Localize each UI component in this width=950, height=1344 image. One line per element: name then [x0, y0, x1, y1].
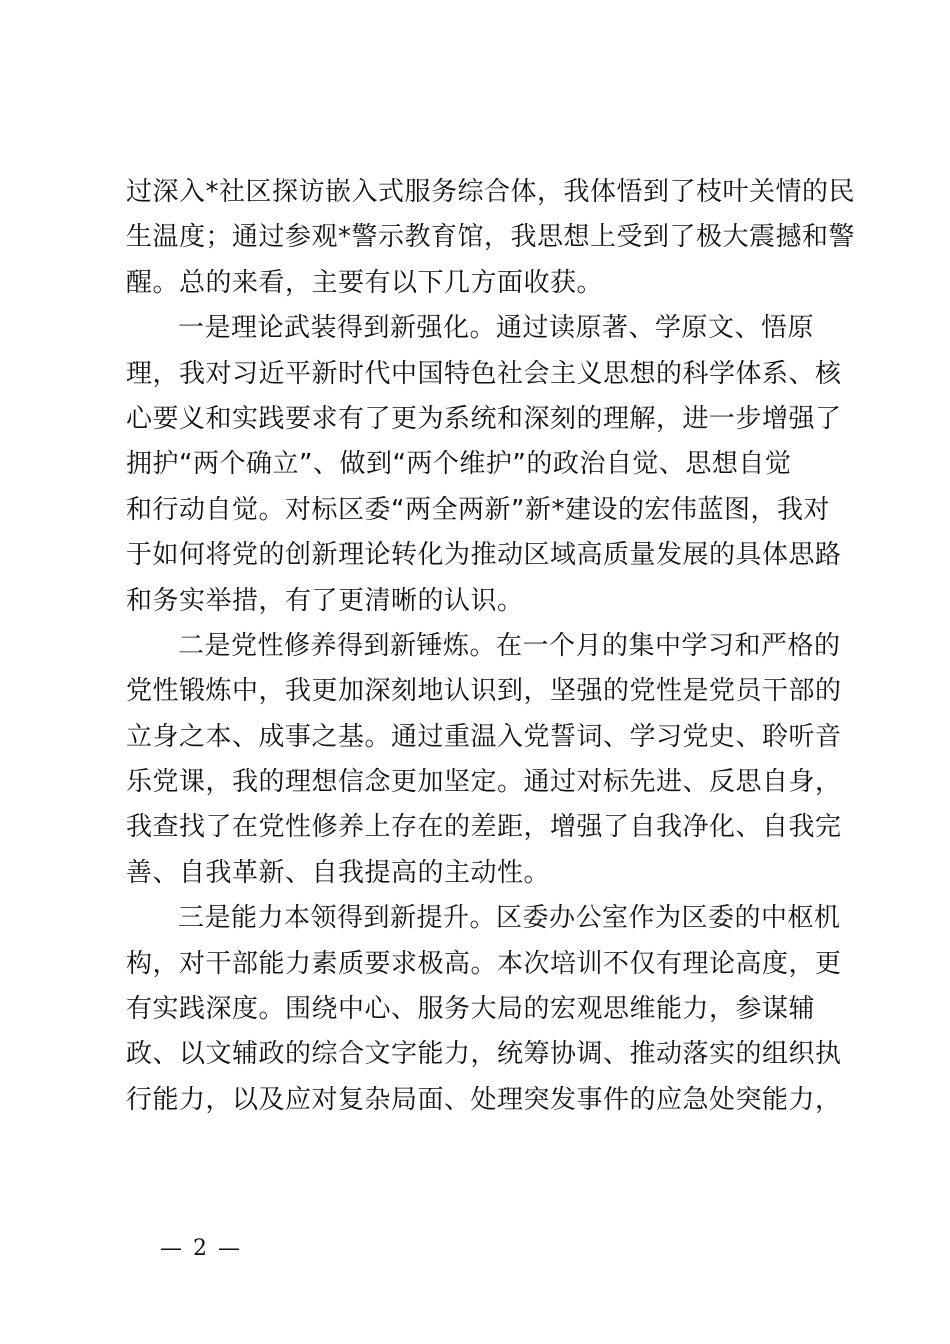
- text-line: 乐党课，我的理想信念更加坚定。通过对标先进、反思自身，: [126, 767, 842, 798]
- page-number: — 2 —: [160, 1236, 242, 1261]
- text-line: 行能力，以及应对复杂局面、处理突发事件的应急处突能力，: [126, 1084, 842, 1115]
- text-line: 和行动自觉。对标区委“两全两新”新*建设的宏伟蓝图，我对: [126, 494, 830, 525]
- text-line: 心要义和实践要求有了更为系统和深刻的理解，进一步增强了: [126, 403, 842, 434]
- text-line: 政、以文辅政的综合文字能力，统筹协调、推动落实的组织执: [126, 1039, 842, 1070]
- text-line: 拥护“两个确立”、做到“两个维护”的政治自觉、思想自觉: [126, 449, 792, 480]
- text-line: 生温度；通过参观*警示教育馆，我思想上受到了极大震撼和警: [126, 222, 856, 253]
- body-text: [126, 170, 856, 1123]
- text-line: 立身之本、成事之基。通过重温入党誓词、学习党史、聆听音: [126, 721, 842, 752]
- text-line: 理，我对习近平新时代中国特色社会主义思想的科学体系、核: [126, 358, 842, 389]
- text-line: 醒。总的来看，主要有以下几方面收获。: [126, 267, 604, 298]
- text-line: 和务实举措，有了更清晰的认识。: [126, 585, 524, 616]
- text-line: 善、自我革新、自我提高的主动性。: [126, 857, 551, 888]
- text-line: 有实践深度。围绕中心、服务大局的宏观思维能力，参谋辅: [126, 994, 816, 1025]
- text-line: 构，对干部能力素质要求极高。本次培训不仅有理论高度，更: [126, 948, 842, 979]
- text-line: 过深入*社区探访嵌入式服务综合体，我体悟到了枝叶关情的民: [126, 177, 856, 207]
- text-line: 我查找了在党性修养上存在的差距，增强了自我净化、自我完: [126, 812, 842, 843]
- paragraph-heading-line: 二是党性修养得到新锤炼。在一个月的集中学习和严格的: [178, 630, 841, 661]
- paragraph-heading-line: 三是能力本领得到新提升。区委办公室作为区委的中枢机: [178, 903, 841, 934]
- paragraph-heading-line: 一是理论武装得到新强化。通过读原著、学原文、悟原: [178, 313, 815, 344]
- text-line: 于如何将党的创新理论转化为推动区域高质量发展的具体思路: [126, 540, 842, 571]
- text-line: 党性锻炼中，我更加深刻地认识到，坚强的党性是党员干部的: [126, 676, 842, 707]
